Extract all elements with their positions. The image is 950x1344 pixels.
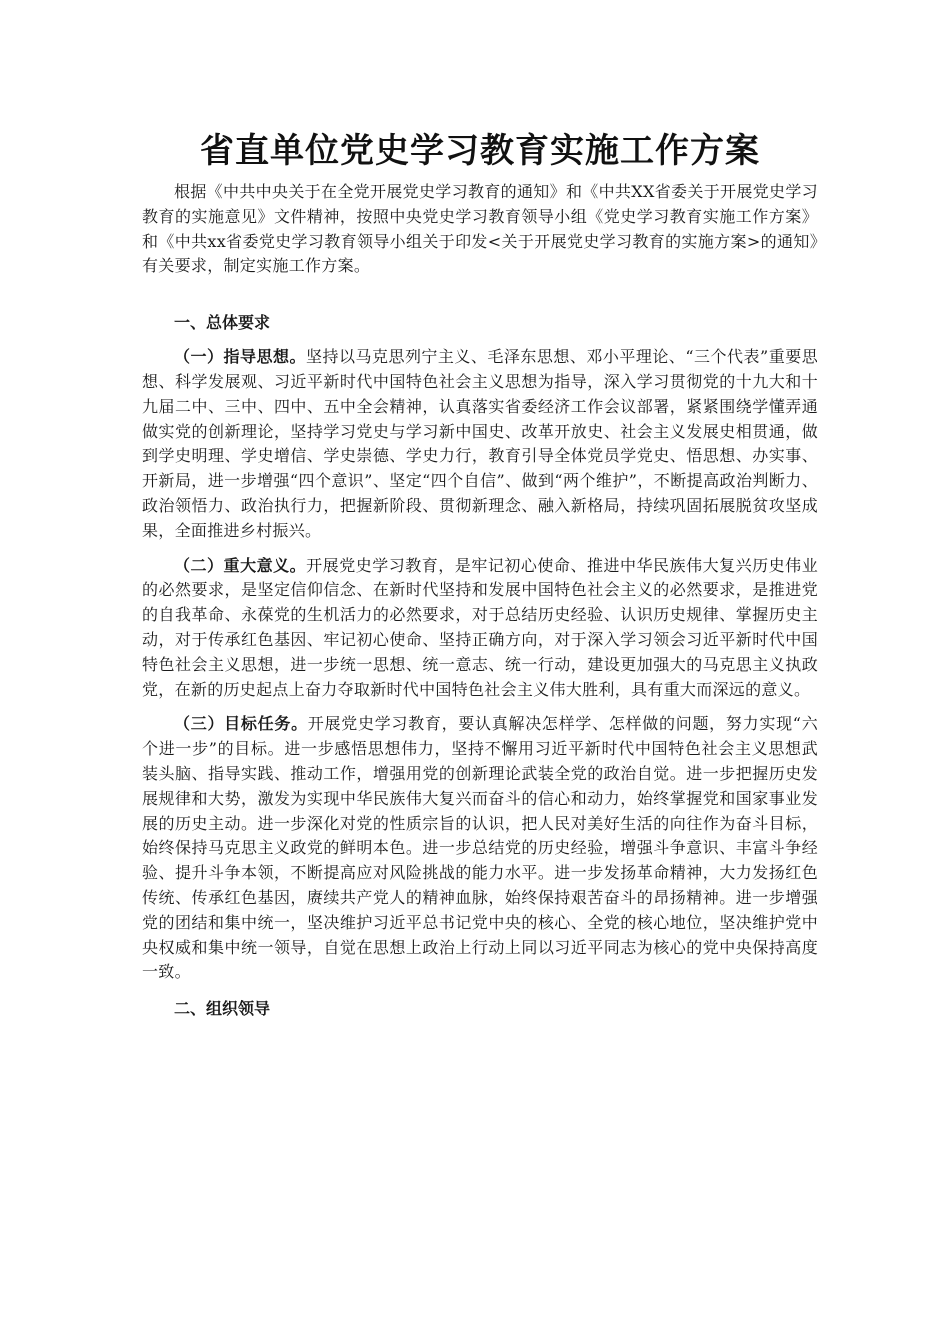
- paragraph-lead-objectives: （三）目标任务。: [174, 714, 308, 734]
- paragraph-lead-significance: （二）重大意义。: [174, 555, 307, 575]
- paragraph-objectives: [142, 712, 818, 985]
- paragraph-significance: [142, 554, 818, 703]
- paragraph-body-guiding-ideology: 坚持以马克思列宁主义、毛泽东思想、邓小平理论、“三个代表”重要思想、科学发展观、习近平新时代中国特色社会主义思想为指导，深入学习贯彻党的十九大和十九届二中、三中、四中、五中全会精神，认真落实省委经济工作会议部署，紧紧围绕学懂弄通做实党的创新理论，坚持学习党史与学习新中国史、改革开放史、社会主义发展史相贯通，做到学史明理、学史增信、学史崇德、学史力行，教育引导全体党员学党史、悟思想、办实事、开新局，进一步增强“四个意识”、坚定“四个自信”、做到“两个维护”，不断提高政治判断力、政治领悟力、政治执行力，把握新阶段、贯彻新理念、融入新格局，持续巩固拓展脱贫攻坚成果，全面推进乡村振兴。: [142, 347, 818, 540]
- paragraph-body-objectives: 开展党史学习教育，要认真解决怎样学、怎样做的问题，努力实现“六个进一步”的目标。进一步感悟思想伟力，坚持不懈用习近平新时代中国特色社会主义思想武装头脑、指导实践、推动工作，增强用党的创新理论武装全党的政治自觉。进一步把握历史发展规律和大势，激发为实现中华民族伟大复兴而奋斗的信心和动力，始终掌握党和国家事业发展的历史主动。进一步深化对党的性质宗旨的认识，把人民对美好生活的向往作为奋斗目标，始终保持马克思主义政党的鲜明本色。进一步总结党的历史经验，增强斗争意识、丰富斗争经验、提升斗争本领，不断提高应对风险挑战的能力水平。进一步发扬革命精神，大力发扬红色传统、传承红色基因，赓续共产党人的精神血脉，始终保持艰苦奋斗的昂扬精神。进一步增强党的团结和集中统一，坚决维护习近平总书记党中央的核心、全党的核心地位，坚决维护党中央权威和集中统一领导，自觉在思想上政治上行动上同以习近平同志为核心的党中央保持高度一致。: [142, 714, 818, 982]
- section-heading-general-requirements: 一、总体要求: [174, 313, 271, 333]
- paragraph-lead-guiding-ideology: （一）指导思想。: [174, 347, 306, 367]
- document-title: 省直单位党史学习教育实施工作方案: [200, 131, 760, 171]
- paragraph-body-significance: 开展党史学习教育，是牢记初心使命、推进中华民族伟大复兴历史伟业的必然要求，是坚定信仰信念、在新时代坚持和发展中国特色社会主义的必然要求，是推进党的自我革命、永葆党的生机活力的必然要求，对于总结历史经验、认识历史规律、掌握历史主动，对于传承红色基因、牢记初心使命、坚持正确方向，对于深入学习领会习近平新时代中国特色社会主义思想，进一步统一思想、统一意志、统一行动，建设更加强大的马克思主义执政党，在新的历史起点上奋力夺取新时代中国特色社会主义伟大胜利，具有重大而深远的意义。: [142, 555, 818, 699]
- intro-paragraph: 根据《中共中央关于在全党开展党史学习教育的通知》和《中共XX省委关于开展党史学习教育的实施意见》文件精神，按照中央党史学习教育领导小组《党史学习教育实施工作方案》和《中共xx省委党史学习教育领导小组关于印发<关于开展党史学习教育的实施方案>的通知》有关要求，制定实施工作方案。: [142, 182, 818, 276]
- paragraph-guiding-ideology: [142, 345, 818, 543]
- section-heading-organization-leadership: 二、组织领导: [174, 999, 271, 1019]
